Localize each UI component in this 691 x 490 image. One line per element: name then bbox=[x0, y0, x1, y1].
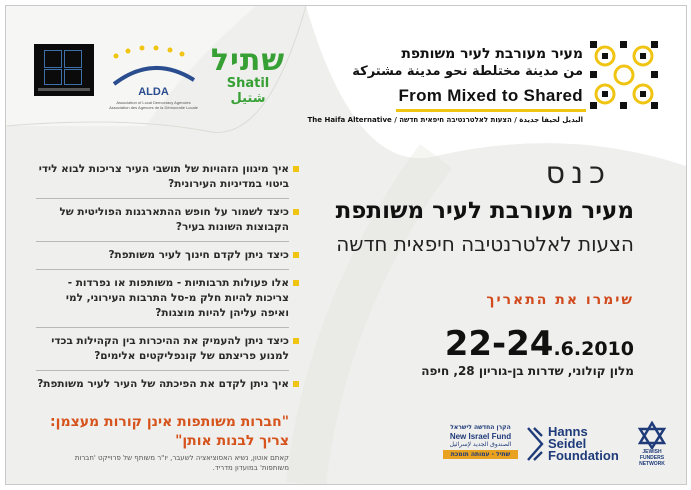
question-text: כיצד ניתן לקדם חינוך לעיר משותפת? bbox=[108, 249, 289, 261]
bullet-icon bbox=[293, 209, 299, 215]
jewish-funders-network-logo bbox=[628, 421, 676, 471]
shatil-hebrew: שתיל bbox=[210, 43, 286, 78]
star-of-david-icon bbox=[628, 421, 676, 449]
alda-subtitle bbox=[106, 100, 201, 110]
project-title-arabic: من مدينة مختلطة نحو مدينة مشتركة bbox=[352, 64, 583, 79]
hanns-line1: Hanns bbox=[548, 424, 588, 439]
quote-credit-line1: קאתם אוטון, נשיא האסוציאציה לשעבר, יו"ר משותף של פרוייקט 'חברות bbox=[74, 454, 289, 462]
list-item bbox=[36, 327, 289, 370]
hanns-seidel-text bbox=[548, 426, 619, 462]
jewish-funders-text bbox=[628, 449, 676, 467]
save-the-date: שימרו את התאריך bbox=[486, 292, 634, 308]
alda-subtitle-line2: Association des Agences de la Démocratie Locale bbox=[109, 105, 198, 110]
date-month-year: .6.2010 bbox=[553, 338, 634, 360]
conference-flyer bbox=[5, 5, 687, 485]
quote-credit bbox=[36, 453, 289, 473]
project-title-hebrew: מעיר מעורבת לעיר משותפת bbox=[401, 46, 583, 62]
quote-line2: צריך לבנות אותן" bbox=[175, 433, 289, 449]
alda-subtitle-line1: Association of Local Democracy Agencies bbox=[116, 100, 191, 105]
nif-english: New Israel Fund bbox=[449, 432, 512, 441]
quote-credit-line2: משותפות' במועדון מדריד. bbox=[212, 464, 289, 472]
questions-list bbox=[36, 156, 289, 398]
hanns-line3: Foundation bbox=[548, 448, 619, 463]
conference-venue: מלון קולוני, שדרות בן-גוריון 28, חיפה bbox=[421, 364, 634, 378]
hanns-line2: Seidel bbox=[548, 436, 587, 451]
question-text: איך מיגוון הזהויות של תושבי העיר צריכות לבוא לידי ביטוי במדיניות העירונית? bbox=[38, 163, 289, 190]
conference-title: מעיר מעורבת לעיר משותפת bbox=[335, 198, 634, 224]
organization-logo-dark bbox=[34, 44, 94, 96]
shatil-arabic: شتيل bbox=[230, 91, 266, 106]
list-item bbox=[36, 370, 289, 398]
list-item bbox=[36, 241, 289, 269]
jf-line2: FUNDERS bbox=[639, 455, 665, 461]
jf-line3: NETWORK bbox=[639, 461, 665, 467]
alda-logo bbox=[106, 44, 201, 116]
list-item bbox=[36, 156, 289, 198]
question-text: כיצד ניתן להעמיק את ההיכרות בין הקהילות בכדי למנוע פריצתם של קונפליקטים אלימים? bbox=[51, 335, 289, 362]
date-days: 22-24 bbox=[444, 324, 554, 364]
question-text: כיצד לשמור על חופש ההתארגנות הפוליטית של הקבוצות השונות בעיר? bbox=[59, 206, 289, 233]
arabesque-pattern-icon bbox=[587, 38, 661, 112]
shatil-logo bbox=[208, 43, 288, 106]
nif-bar: שתיל - עמותה תומכת bbox=[443, 450, 518, 459]
list-item bbox=[36, 269, 289, 327]
bullet-icon bbox=[293, 338, 299, 344]
question-text: איך ניתן לקדם את הפיכתה של העיר לעיר משותפת? bbox=[37, 378, 289, 390]
hanns-seidel-mark-icon bbox=[526, 426, 544, 462]
bullet-icon bbox=[293, 280, 299, 286]
alda-name: ALDA bbox=[138, 86, 169, 98]
new-israel-fund-logo bbox=[443, 424, 518, 466]
quote-line1: "חברות משותפות אינן קורות מעצמן: bbox=[50, 414, 289, 430]
bullet-icon bbox=[293, 381, 299, 387]
project-title-rule bbox=[396, 109, 586, 112]
jf-line1: JEWISH bbox=[642, 449, 662, 455]
alda-stars-arc bbox=[106, 44, 201, 86]
question-text: אלו פעולות תרבותיות - משותפות או נפרדות - צריכות להיות חלק מ-סל התרבות העירוני, למי ואיפה עליהן להיות מוצגות? bbox=[65, 277, 289, 319]
shatil-english: Shatil bbox=[226, 76, 270, 91]
project-title-english: From Mixed to Shared bbox=[398, 86, 583, 105]
conference-subtitle: הצעות לאלטרנטיבה חיפאית חדשה bbox=[336, 232, 634, 256]
list-item bbox=[36, 198, 289, 241]
project-subtitle: The Haifa Alternative / البديل لحيفا جديدة / הצעות לאלטרנטיבה חיפאית חדשה bbox=[307, 116, 583, 124]
shatil-latin-arabic bbox=[208, 76, 288, 106]
conference-date bbox=[445, 324, 634, 364]
hanns-seidel-logo bbox=[526, 424, 618, 466]
bullet-icon bbox=[293, 166, 299, 172]
bullet-icon bbox=[293, 252, 299, 258]
conference-label: כנס bbox=[545, 156, 611, 191]
nif-arabic: الصندوق الجديد لإسرائيل bbox=[449, 441, 512, 448]
nif-hebrew: הקרן החדשה לישראל bbox=[450, 424, 511, 431]
quote-heading bbox=[36, 413, 289, 451]
